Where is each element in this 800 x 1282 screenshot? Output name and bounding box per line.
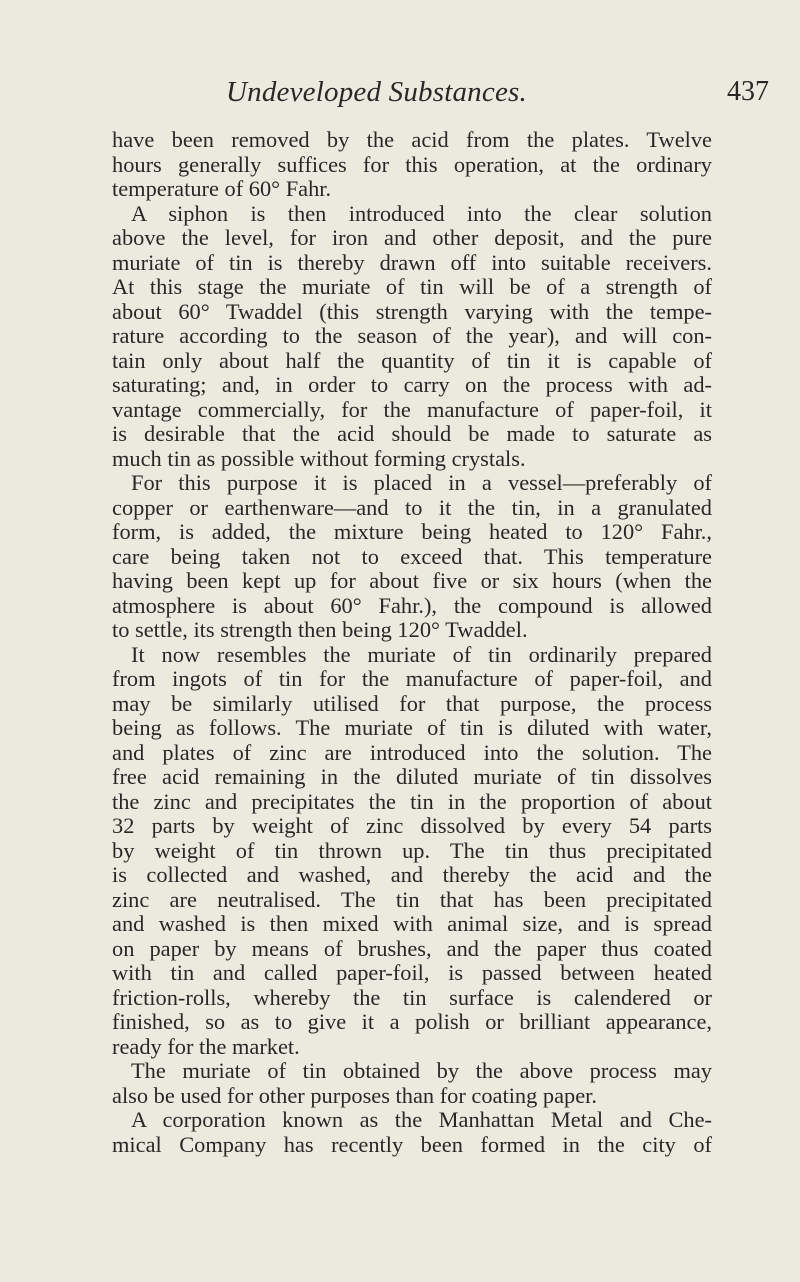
running-title: Undeveloped Substances.	[226, 76, 527, 108]
text-line: with tin and called paper-foil, is passed between heated	[112, 960, 712, 985]
text-line: vantage commercially, for the manufacture of paper-foil, it	[112, 396, 712, 422]
body-text	[112, 128, 712, 1157]
text-line: care being taken not to exceed that. This temperature	[112, 543, 712, 569]
text-line: For this purpose it is placed in a vessel—preferably of	[131, 470, 712, 495]
text-line: about 60° Twaddel (this strength varying with the tempe-	[112, 298, 712, 324]
text-line: have been removed by the acid from the plates. Twelve	[112, 127, 712, 152]
text-line: is collected and washed, and thereby the acid and the	[112, 862, 712, 887]
text-line: having been kept up for about five or six hours (when the	[112, 568, 712, 593]
text-line: and washed is then mixed with animal size, and is spread	[112, 911, 712, 936]
text-line: may be similarly utilised for that purpose, the process	[112, 690, 712, 716]
text-line: mical Company has recently been formed in the city of	[112, 1131, 712, 1157]
text-line: The muriate of tin obtained by the above process may	[131, 1058, 712, 1083]
text-line: and plates of zinc are introduced into the solution. The	[112, 739, 712, 765]
text-line: free acid remaining in the diluted muriate of tin dissolves	[112, 764, 712, 789]
text-line: A corporation known as the Manhattan Metal and Che-	[131, 1107, 712, 1132]
text-line: form, is added, the mixture being heated to 120° Fahr.,	[112, 519, 712, 544]
page-header	[0, 76, 800, 116]
page-number: 437	[727, 76, 769, 107]
text-line: also be used for other purposes than for coating paper.	[112, 1082, 597, 1108]
text-line: muriate of tin is thereby drawn off into suitable receivers.	[112, 249, 712, 275]
text-line: It now resembles the muriate of tin ordinarily prepared	[131, 641, 712, 667]
text-line: friction-rolls, whereby the tin surface is calendered or	[112, 984, 712, 1010]
text-line: saturating; and, in order to carry on the process with ad-	[112, 372, 712, 397]
text-line: copper or earthenware—and to it the tin, in a granulated	[112, 494, 712, 520]
text-line: zinc are neutralised. The tin that has been precipitated	[112, 886, 712, 912]
text-line: rature according to the season of the year), and will con-	[112, 323, 712, 348]
text-line: At this stage the muriate of tin will be of a strength of	[112, 274, 712, 299]
text-line: by weight of tin thrown up. The tin thus precipitated	[112, 837, 712, 863]
text-line: atmosphere is about 60° Fahr.), the compound is allowed	[112, 592, 712, 618]
text-line: 32 parts by weight of zinc dissolved by every 54 parts	[112, 813, 712, 838]
text-line: to settle, its strength then being 120° Twaddel.	[112, 617, 528, 642]
text-line: temperature of 60° Fahr.	[112, 176, 332, 201]
text-line: finished, so as to give it a polish or brilliant appearance,	[112, 1009, 712, 1034]
text-line: on paper by means of brushes, and the paper thus coated	[112, 935, 712, 961]
text-line: from ingots of tin for the manufacture of paper-foil, and	[112, 666, 712, 691]
text-line: being as follows. The muriate of tin is diluted with water,	[112, 715, 712, 740]
text-line: is desirable that the acid should be made to saturate as	[112, 421, 712, 446]
text-line: hours generally suffices for this operation, at the ordinary	[112, 151, 712, 177]
text-line: tain only about half the quantity of tin it is capable of	[112, 347, 712, 373]
text-line: much tin as possible without forming crystals.	[112, 445, 526, 471]
text-line: the zinc and precipitates the tin in the proportion of about	[112, 788, 712, 814]
text-line: above the level, for iron and other deposit, and the pure	[112, 225, 712, 250]
text-line: ready for the market.	[112, 1033, 300, 1059]
text-line: A siphon is then introduced into the clear solution	[131, 200, 712, 226]
